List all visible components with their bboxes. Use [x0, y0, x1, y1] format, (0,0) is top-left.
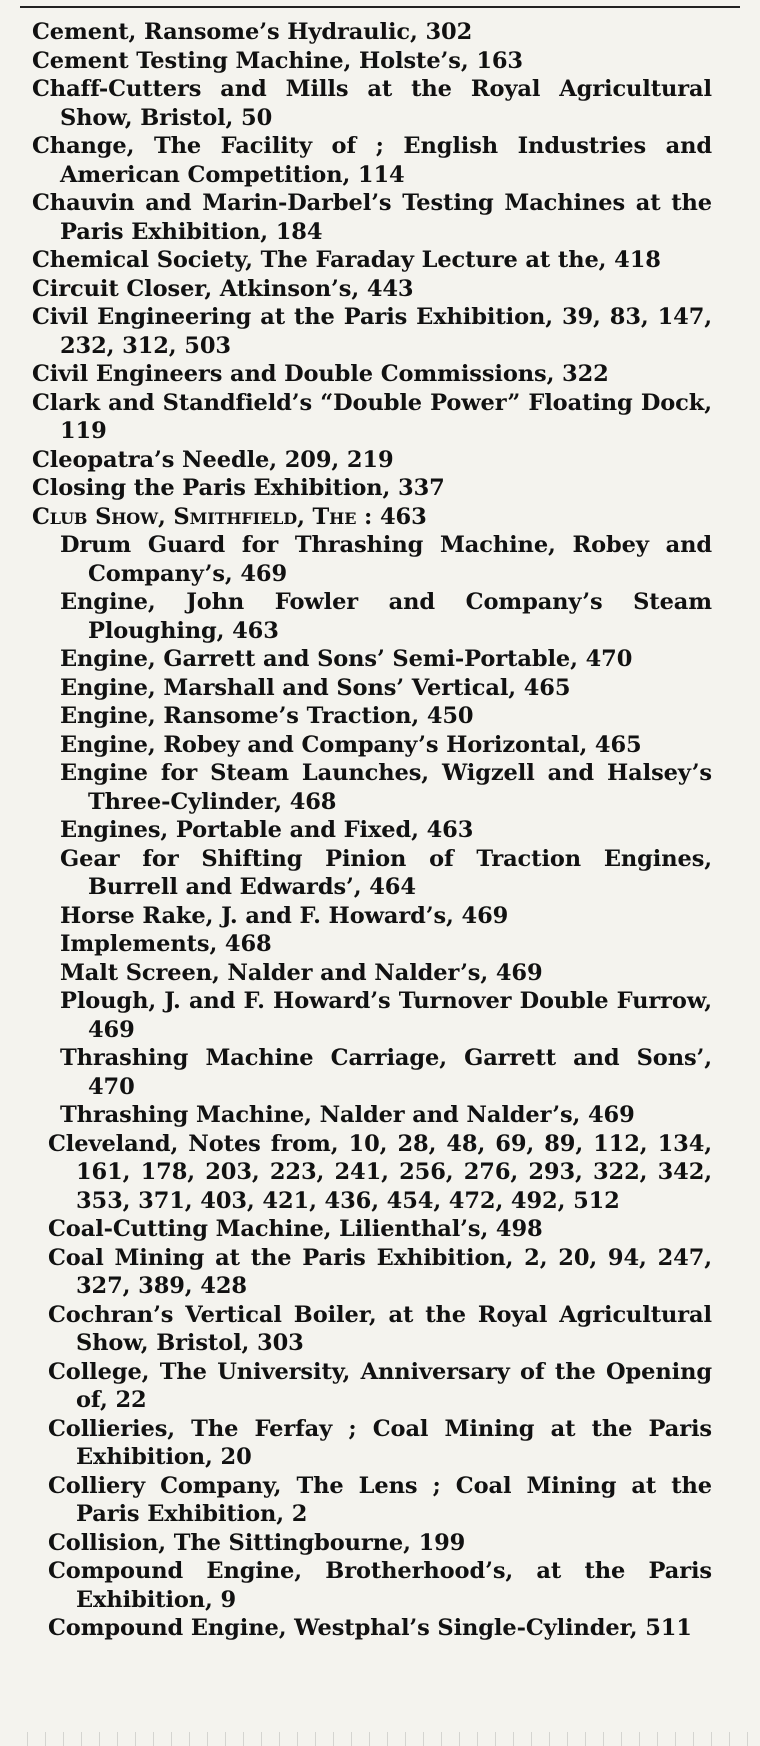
index-entry: Chemical Society, The Faraday Lecture at the, 418	[32, 247, 661, 273]
index-subentry: Thrashing Machine, Nalder and Nalder’s, 469	[60, 1102, 635, 1128]
index-subentry: Engine, John Fowler and Company’s Steam Ploughing, 463	[60, 589, 712, 644]
index-entry: Compound Engine, Brotherhood’s, at the Paris Exhibition, 9	[48, 1558, 712, 1613]
index-subentry: Horse Rake, J. and F. Howard’s, 469	[60, 902, 509, 929]
index-entry: Collision, The Sittingbourne, 199	[48, 1529, 466, 1556]
index-entry: Clark and Standfield’s “Double Power” Floating Dock, 119	[32, 389, 712, 444]
index-subentry: Engines, Portable and Fixed, 463	[60, 817, 474, 843]
index-entry: College, The University, Anniversary of the Opening of, 22	[48, 1358, 712, 1413]
index-column	[32, 18, 712, 1643]
index-entry: Compound Engine, Westphal’s Single-Cylinder, 511	[48, 1615, 692, 1641]
index-entry: Circuit Closer, Atkinson’s, 443	[32, 275, 414, 302]
index-entry: Collieries, The Ferfay ; Coal Mining at the Paris Exhibition, 20	[48, 1415, 712, 1470]
index-entry: Coal Mining at the Paris Exhibition, 2, 20, 94, 247, 327, 389, 428	[48, 1244, 712, 1299]
index-entry: Cleopatra’s Needle, 209, 219	[32, 446, 394, 473]
index-subentry: Engine, Ransome’s Traction, 450	[60, 703, 474, 729]
bottom-edge	[10, 1732, 750, 1746]
index-subentry: Malt Screen, Nalder and Nalder’s, 469	[60, 959, 543, 986]
index-entry: Change, The Facility of ; English Industries and American Competition, 114	[32, 133, 712, 188]
index-entry: Cement, Ransome’s Hydraulic, 302	[32, 19, 473, 45]
index-section-heading: Club Show, Smithfield, The : 463	[32, 503, 427, 530]
index-subentry: Drum Guard for Thrashing Machine, Robey and Company’s, 469	[60, 532, 712, 587]
index-subentry: Plough, J. and F. Howard’s Turnover Double Furrow, 469	[60, 988, 712, 1043]
index-entry: Civil Engineers and Double Commissions, 322	[32, 361, 609, 387]
index-subentry: Engine for Steam Launches, Wigzell and Halsey’s Three-Cylinder, 468	[60, 760, 712, 815]
index-subentry: Implements, 468	[60, 931, 272, 957]
index-entry: Cochran’s Vertical Boiler, at the Royal Agricultural Show, Bristol, 303	[48, 1301, 712, 1356]
index-entry: Cement Testing Machine, Holste’s, 163	[32, 47, 523, 74]
index-entry: Coal-Cutting Machine, Lilienthal’s, 498	[48, 1216, 543, 1242]
index-entry: Chauvin and Marin-Darbel’s Testing Machines at the Paris Exhibition, 184	[32, 190, 712, 245]
index-entry: Civil Engineering at the Paris Exhibition, 39, 83, 147, 232, 312, 503	[32, 304, 712, 359]
index-entry: Closing the Paris Exhibition, 337	[32, 475, 445, 501]
top-rule	[20, 0, 740, 8]
index-entry: Colliery Company, The Lens ; Coal Mining at the Paris Exhibition, 2	[48, 1472, 712, 1527]
index-subentry: Thrashing Machine Carriage, Garrett and Sons’, 470	[60, 1045, 712, 1100]
index-entry: Cleveland, Notes from, 10, 28, 48, 69, 89, 112, 134, 161, 178, 203, 223, 241, 256, 276, 293, 322, 342, 353, 371, 403, 421, 436, 454, 472, 492, 512	[48, 1130, 712, 1214]
index-subentry: Engine, Marshall and Sons’ Vertical, 465	[60, 674, 571, 701]
index-subentry: Gear for Shifting Pinion of Traction Engines, Burrell and Edwards’, 464	[60, 845, 712, 900]
index-entry: Chaff-Cutters and Mills at the Royal Agricultural Show, Bristol, 50	[32, 76, 712, 131]
index-subentry: Engine, Garrett and Sons’ Semi-Portable, 470	[60, 646, 633, 672]
index-subentry: Engine, Robey and Company’s Horizontal, 465	[60, 731, 642, 758]
